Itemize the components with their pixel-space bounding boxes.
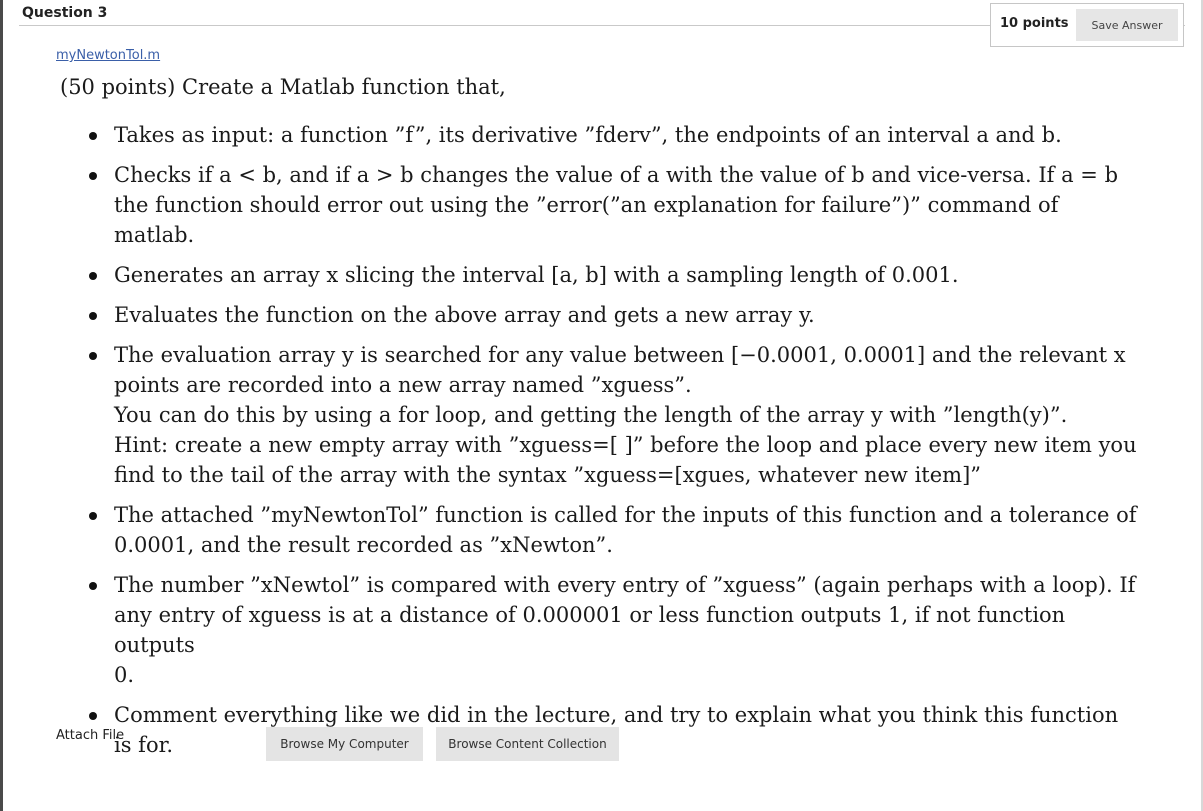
attach-file-label: Attach File [56,728,125,743]
bullet-icon [89,272,97,280]
list-item [60,300,1145,330]
list-item-text: The number ”xNewtol” is compared with every entry of ”xguess” (again perhaps with a loop). If [114,573,1136,597]
question-body [60,72,1145,770]
bullet-icon [89,312,97,320]
list-item-text: You can do this by using a for loop, and getting the length of the array y with ”length(y)”. [114,403,1068,427]
browse-content-collection-button[interactable]: Browse Content Collection [436,727,619,761]
list-item-text: Takes as input: a function ”f”, its derivative ”fderv”, the endpoints of an interval a and b. [114,123,1062,147]
list-item-text: points are recorded into a new array named ”xguess”. [114,373,692,397]
list-item-text: The evaluation array y is searched for any value between [−0.0001, 0.0001] and the relevant x [114,343,1126,367]
list-item-text: 0. [114,663,135,687]
attachment-link[interactable]: myNewtonTol.m [56,48,161,63]
list-item [60,340,1145,490]
left-border [0,0,3,811]
list-item-text: find to the tail of the array with the syntax ”xguess=[xgues, whatever new item]” [114,463,981,487]
list-item [60,500,1145,560]
list-item-text: The attached ”myNewtonTol” function is called for the inputs of this function and a tolerance of [114,503,1137,527]
question-intro: (50 points) Create a Matlab function that, [60,75,506,99]
bullet-icon [89,172,97,180]
bullet-icon [89,132,97,140]
list-item-text: 0.0001, and the result recorded as ”xNewton”. [114,533,613,557]
save-answer-button[interactable]: Save Answer [1076,9,1178,41]
browse-my-computer-button[interactable]: Browse My Computer [266,727,423,761]
bullet-icon [89,582,97,590]
list-item-text: the function should error out using the ”error(”an explanation for failure”)” command of matlab. [114,193,1059,247]
list-item [60,160,1145,250]
points-panel [990,3,1184,47]
list-item [60,260,1145,290]
bullet-icon [89,712,97,720]
bullet-icon [89,352,97,360]
list-item-text: any entry of xguess is at a distance of 0.000001 or less function outputs 1, if not function outputs [114,603,1066,657]
list-item [60,570,1145,690]
list-item [60,120,1145,150]
bullet-icon [89,512,97,520]
list-item-text: Generates an array x slicing the interval [a, b] with a sampling length of 0.001. [114,263,959,287]
list-item-text: is for. [114,733,173,757]
list-item-text: Comment everything like we did in the lecture, and try to explain what you think this function [114,703,1119,727]
question-title: Question 3 [22,5,108,21]
list-item-text: Checks if a < b, and if a > b changes the value of a with the value of b and vice-versa. If a = b [114,163,1119,187]
list-item-text: Hint: create a new empty array with ”xguess=[ ]” before the loop and place every new item you [114,433,1137,457]
list-item-text: Evaluates the function on the above array and gets a new array y. [114,303,815,327]
points-label: 10 points [1000,16,1069,31]
requirements-list [60,120,1145,760]
